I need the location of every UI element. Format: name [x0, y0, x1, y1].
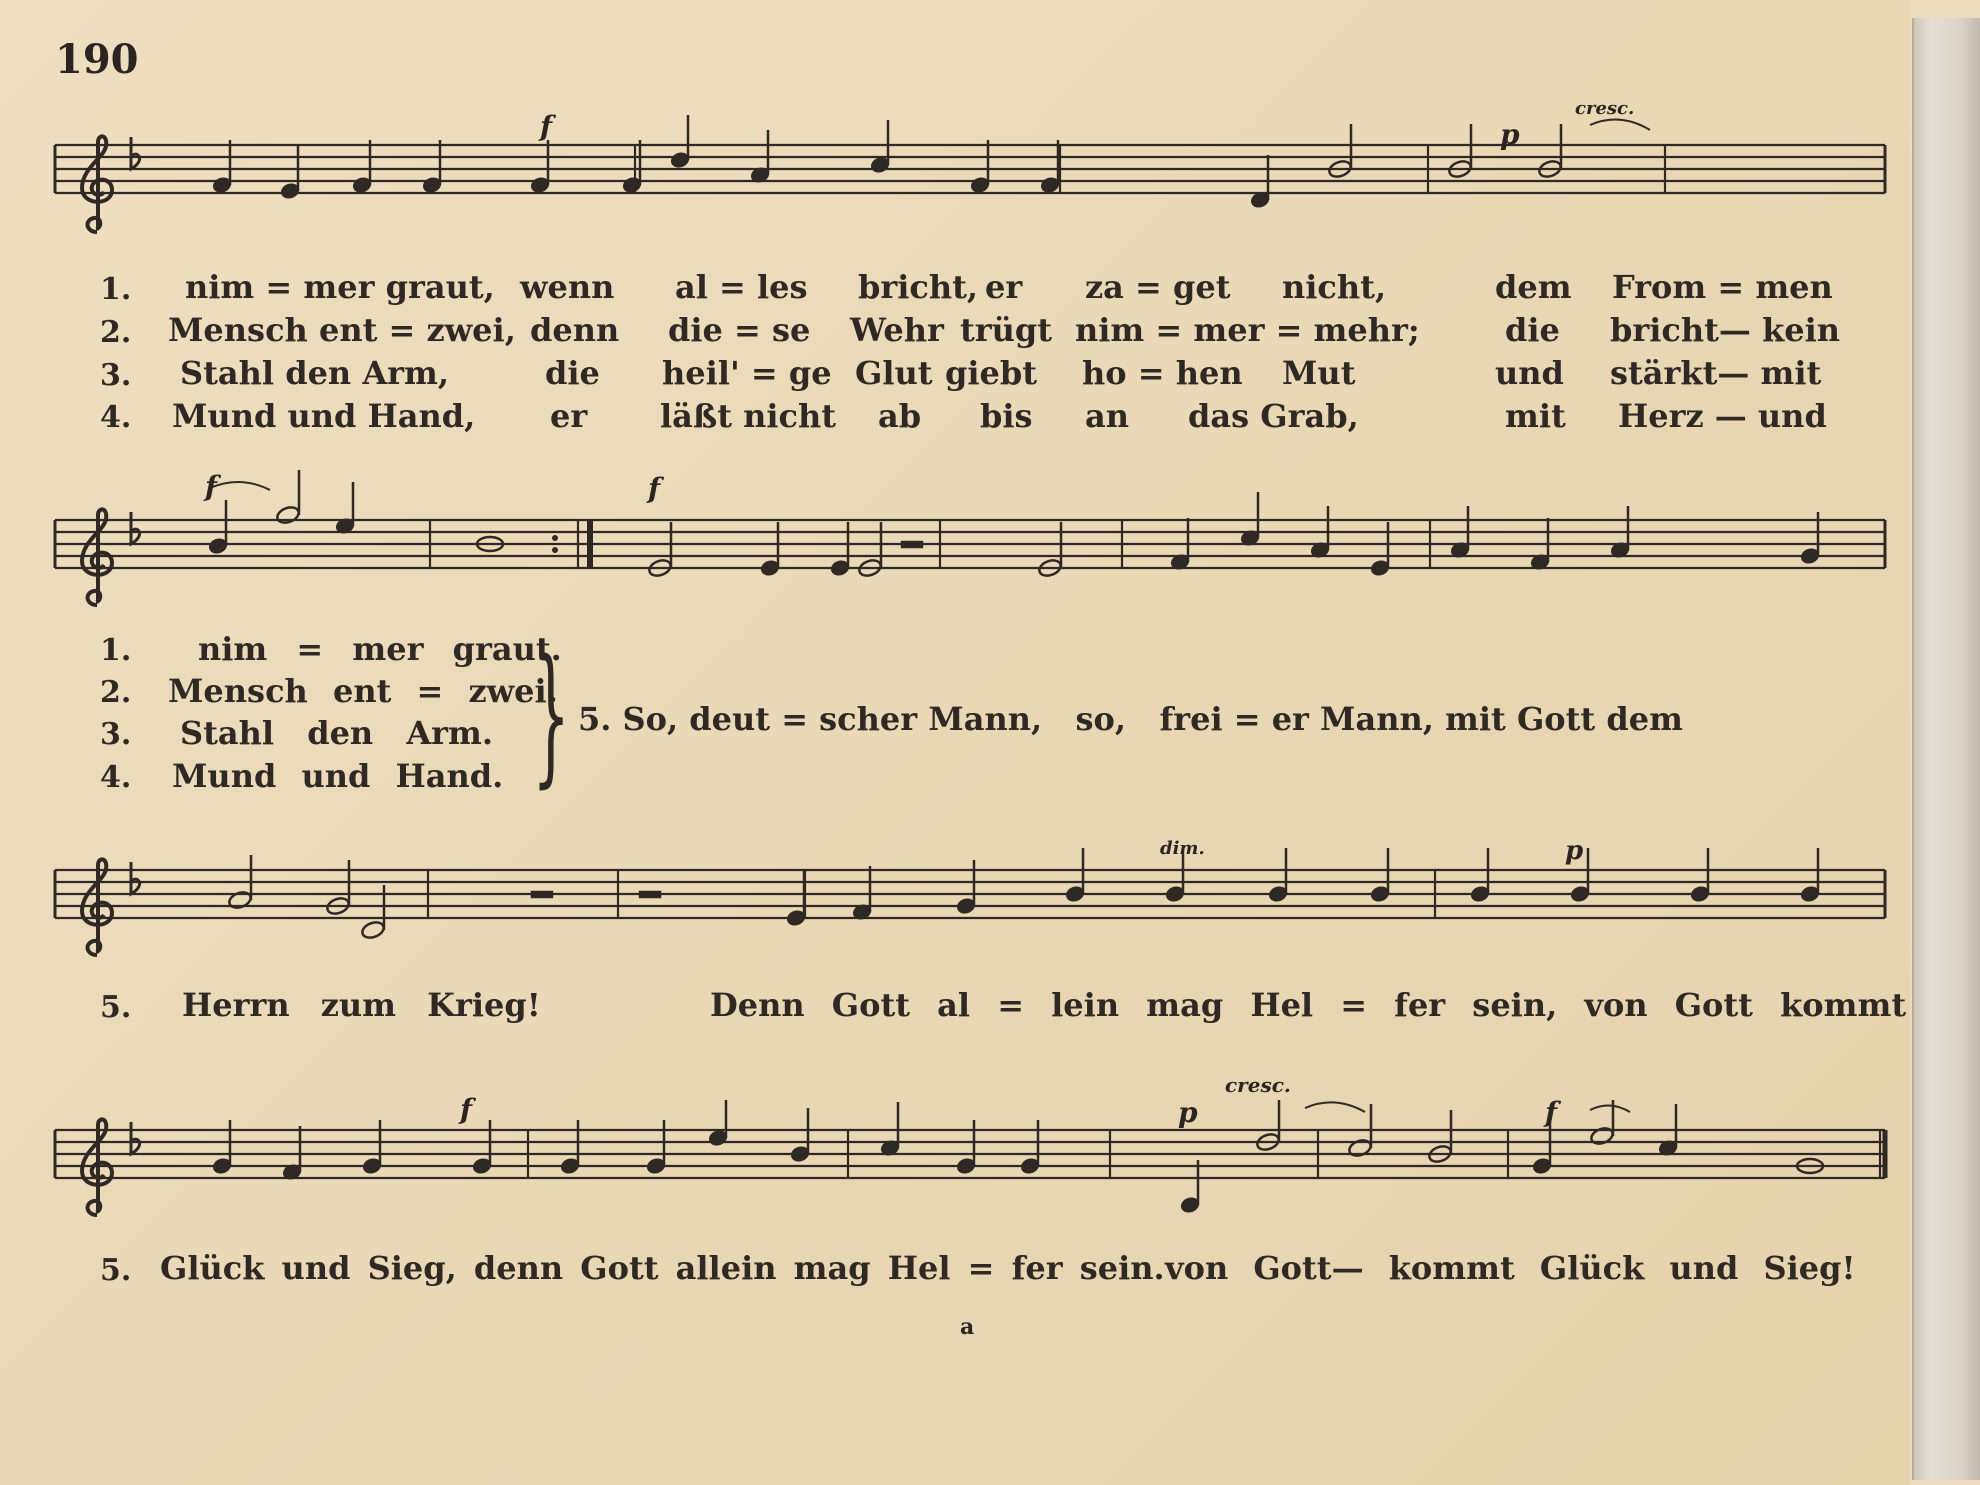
- lyric-syllable: dem: [1495, 268, 1572, 306]
- lyric-syllable: Wehr: [850, 311, 944, 349]
- lyric-syllable: Stahl den Arm,: [180, 354, 450, 392]
- lyric-syllable: wenn: [520, 268, 615, 306]
- lyric-syllable: er: [550, 397, 588, 435]
- dynamic-piano: p: [1565, 836, 1584, 866]
- dynamic-diminuendo: dim.: [1160, 838, 1205, 859]
- lyric-syllable: das Grab,: [1188, 397, 1359, 435]
- lyric-syllable: an: [1085, 397, 1129, 435]
- lyric-syllable: bricht— kein: [1610, 311, 1841, 349]
- lyric-syllable: al = les: [675, 268, 808, 306]
- lyric-syllable: Mensch ent = zwei,: [168, 311, 516, 349]
- verse-number: 3.: [100, 717, 132, 752]
- lyric-syllable: Mund und Hand,: [172, 397, 476, 435]
- verse-number: 5.: [100, 990, 132, 1025]
- lyric-syllable: bricht,: [858, 268, 979, 306]
- dynamic-forte: f: [540, 110, 553, 143]
- notes-system-1: [0, 110, 1910, 250]
- lyric-line: Mund und Hand.: [172, 757, 504, 795]
- lyric-syllable: From = men: [1612, 268, 1833, 306]
- signature-mark: a: [960, 1314, 975, 1340]
- verse-number: 1.: [100, 272, 132, 307]
- lyric-syllable: nicht,: [1282, 268, 1387, 306]
- verse-number: 2.: [100, 315, 132, 350]
- verse-number: 4.: [100, 760, 132, 795]
- notes-system-4: [0, 1100, 1910, 1250]
- dynamic-forte: f: [648, 472, 661, 505]
- lyric-syllable: nim = mer = mehr;: [1075, 311, 1420, 349]
- lyric-syllable: läßt nicht: [660, 397, 837, 435]
- book-binding-edge: [1912, 18, 1980, 1480]
- notes-system-2: [0, 470, 1910, 620]
- lyric-syllable: giebt: [945, 354, 1038, 392]
- dynamic-piano: p: [1178, 1096, 1198, 1129]
- lyric-line: Denn Gott al = lein mag Hel = fer sein, von Gott kommt: [710, 986, 1907, 1024]
- verse-number: 3.: [100, 358, 132, 393]
- lyric-syllable: die: [545, 354, 600, 392]
- lyric-syllable: ho = hen: [1082, 354, 1243, 392]
- verse-number: 4.: [100, 400, 132, 435]
- lyric-syllable: und: [1495, 354, 1564, 392]
- lyric-line: Mensch ent = zwei.: [168, 672, 558, 710]
- lyric-syllable: trügt: [960, 311, 1053, 349]
- dynamic-crescendo: cresc.: [1225, 1073, 1291, 1097]
- lyric-syllable: nim = mer graut,: [185, 268, 495, 306]
- lyric-syllable: er: [985, 268, 1023, 306]
- lyric-line: Stahl den Arm.: [180, 714, 494, 752]
- lyric-syllable: mit: [1505, 397, 1566, 435]
- lyric-line: Glück und Sieg, denn Gott allein mag Hel = fer sein.: [160, 1249, 1165, 1287]
- lyric-syllable: die: [1505, 311, 1560, 349]
- lyric-syllable: Glut: [855, 354, 933, 392]
- dynamic-forte: f: [1545, 1096, 1558, 1129]
- lyric-syllable: die = se: [668, 311, 811, 349]
- dynamic-piano: p: [1500, 118, 1520, 151]
- dynamic-forte: f: [205, 470, 218, 503]
- verse-brace: }: [532, 628, 571, 802]
- lyric-syllable: ab: [878, 397, 922, 435]
- verse-number: 1.: [100, 633, 132, 668]
- lyric-syllable: bis: [980, 397, 1033, 435]
- verse-number: 5.: [100, 1253, 132, 1288]
- dynamic-crescendo: cresc.: [1575, 98, 1635, 119]
- notes-system-3: [0, 840, 1910, 990]
- page-number: 190: [55, 36, 139, 83]
- lyric-syllable: za = get: [1085, 268, 1231, 306]
- lyric-syllable: heil' = ge: [662, 354, 832, 392]
- verse-number: 2.: [100, 675, 132, 710]
- lyric-line: von Gott— kommt Glück und Sieg!: [1165, 1249, 1856, 1287]
- dynamic-forte: f: [460, 1093, 473, 1126]
- lyric-syllable: Mut: [1282, 354, 1356, 392]
- lyric-line: nim = mer graut.: [198, 630, 562, 668]
- lyric-line: Herrn zum Krieg!: [182, 986, 541, 1024]
- lyric-syllable: Herz — und: [1618, 397, 1827, 435]
- lyric-syllable: stärkt— mit: [1610, 354, 1822, 392]
- lyric-syllable: denn: [530, 311, 620, 349]
- lyric-line: 5. So, deut = scher Mann, so, frei = er Mann, mit Gott dem: [578, 700, 1683, 738]
